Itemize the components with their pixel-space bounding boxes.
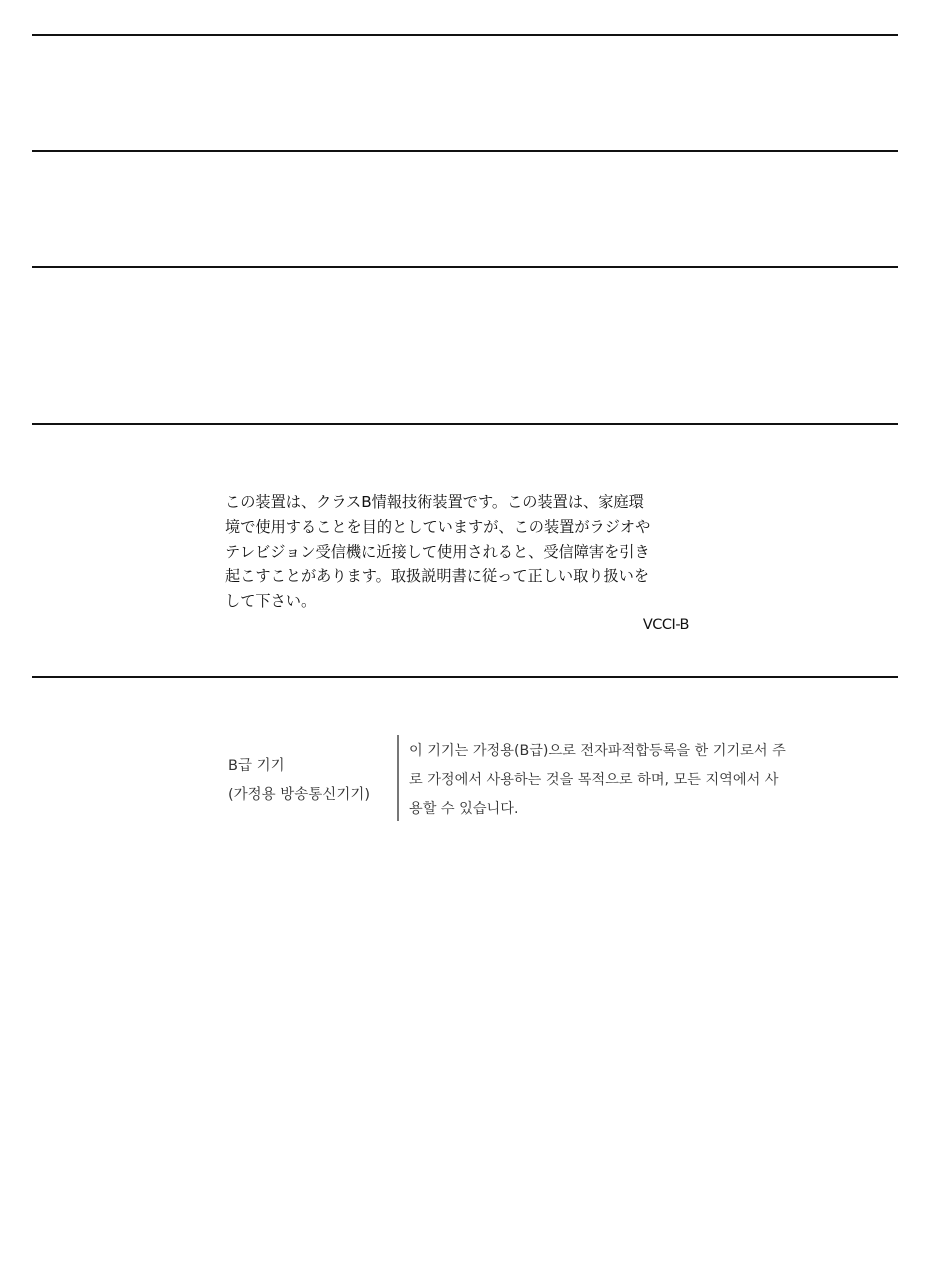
kcc-vertical-divider [397,735,399,821]
vcci-notice-line: この装置は、クラスB情報技術装置です。この装置は、家庭環 [225,493,644,511]
vcci-notice-line: テレビジョン受信機に近接して使用されると、受信障害を引き [225,542,650,561]
kcc-device-class [228,752,392,810]
kcc-statement-line: 로 가정에서 사용하는 것을 목적으로 하며, 모든 지역에서 사 [409,772,779,788]
vcci-notice-line: 境で使用することを目的としていますが、この装置がラジオや [225,517,651,536]
divider-rule-5 [32,676,898,678]
kcc-notice [228,735,858,821]
vcci-notice-line: して下さい。 [225,592,317,611]
kcc-class-sublabel: (가정용 방송통신기기) [228,787,370,803]
divider-rule-3 [32,266,898,268]
divider-rule-1 [32,34,898,36]
kcc-statement [409,737,853,824]
divider-rule-2 [32,150,898,152]
kcc-statement-line: 이 기기는 가정용(B급)으로 전자파적합등록을 한 기기로서 주 [409,743,786,759]
vcci-notice [225,490,693,636]
kcc-class-label: B급 기기 [228,758,285,774]
divider-rule-4 [32,423,898,425]
vcci-notice-line: 起こすことがあります。取扱説明書に従って正しい取り扱いを [225,567,650,586]
kcc-statement-line: 용할 수 있습니다. [409,801,519,817]
vcci-class-mark: VCCI-B [642,616,689,633]
